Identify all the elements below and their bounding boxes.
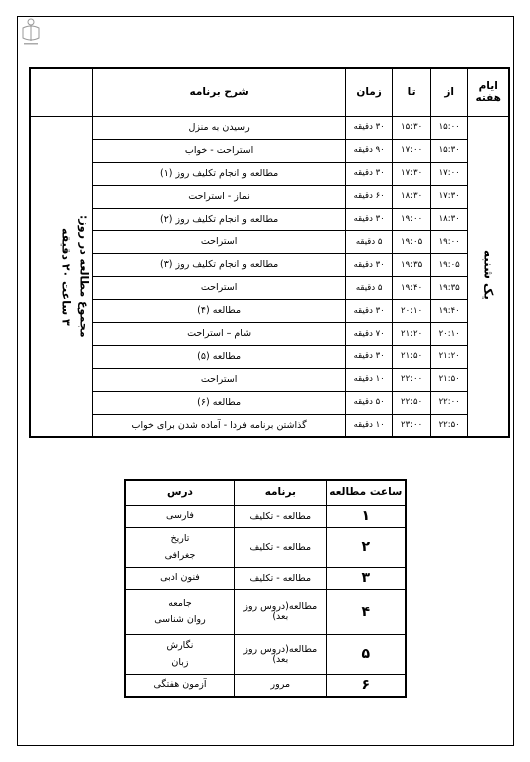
from-cell: ۱۹:۴۰ (430, 300, 468, 323)
from-cell: ۱۵:۰۰ (430, 117, 468, 140)
schedule-row (30, 368, 509, 391)
description-cell: مطالعه و انجام تکلیف روز (۱) (93, 162, 346, 185)
program-cell: مطالعه - تکلیف (234, 568, 326, 590)
to-cell: ۱۷:۰۰ (393, 139, 431, 162)
duration-cell: ۳۰ دقیقه (345, 208, 392, 231)
subject-line1: فارسی (166, 510, 194, 522)
from-cell: ۱۷:۳۰ (430, 185, 468, 208)
header-days: ایام هفته (468, 68, 509, 117)
subject-cell (125, 635, 234, 675)
subject-line1: جامعه (168, 597, 192, 609)
from-cell: ۱۹:۳۵ (430, 277, 468, 300)
schedule-row (30, 277, 509, 300)
from-cell: ۱۹:۰۵ (430, 254, 468, 277)
description-cell: نماز - استراحت (93, 185, 346, 208)
day-cell (468, 117, 509, 438)
header-subject: درس (125, 480, 234, 506)
program-cell: مطالعه(دروس روز بعد) (234, 635, 326, 675)
duration-cell: ۳۰ دقیقه (345, 300, 392, 323)
schedule-row (30, 231, 509, 254)
to-cell: ۲۲:۵۰ (393, 391, 431, 414)
from-cell: ۲۲:۵۰ (430, 414, 468, 437)
duration-cell: ۳۰ دقیقه (345, 162, 392, 185)
study-row (125, 568, 406, 590)
header-empty (30, 68, 93, 117)
schedule-row (30, 162, 509, 185)
subject-line1: تاریخ (170, 533, 190, 545)
subject-line1: فنون ادبی (160, 572, 200, 584)
duration-cell: ۵ دقیقه (345, 231, 392, 254)
program-cell: مطالعه(دروس روز بعد) (234, 590, 326, 635)
to-cell: ۱۹:۴۰ (393, 277, 431, 300)
description-cell: استراحت - خواب (93, 139, 346, 162)
study-row (125, 635, 406, 675)
description-cell: استراحت (93, 231, 346, 254)
to-cell: ۱۹:۰۵ (393, 231, 431, 254)
study-row (125, 675, 406, 697)
from-cell: ۲۱:۵۰ (430, 368, 468, 391)
header-from: از (430, 68, 468, 117)
description-cell: مطالعه (۵) (93, 345, 346, 368)
duration-cell: ۳۰ دقیقه (345, 345, 392, 368)
schedule-row (30, 345, 509, 368)
to-cell: ۲۳:۰۰ (393, 414, 431, 437)
total-label-line1: مجموع مطالعه در روز: (77, 215, 91, 339)
daily-schedule-table (29, 67, 510, 438)
header-study-hour: ساعت مطالعه (326, 480, 406, 506)
to-cell: ۱۵:۳۰ (393, 117, 431, 140)
from-cell: ۱۸:۳۰ (430, 208, 468, 231)
total-label-line2: ۳ ساعت ۲۰ دقیقه (59, 227, 73, 326)
duration-cell: ۳۰ دقیقه (345, 117, 392, 140)
header-to: تا (393, 68, 431, 117)
description-cell: مطالعه و انجام تکلیف روز (۳) (93, 254, 346, 277)
from-cell: ۲۲:۰۰ (430, 391, 468, 414)
study-hour-number: ۲ (326, 528, 406, 568)
to-cell: ۱۸:۳۰ (393, 185, 431, 208)
schedule-row (30, 323, 509, 346)
study-hour-number: ۵ (326, 635, 406, 675)
duration-cell: ۱۰ دقیقه (345, 368, 392, 391)
description-cell: مطالعه (۴) (93, 300, 346, 323)
study-hours-table (124, 479, 407, 698)
schedule-row (30, 117, 509, 140)
study-hour-number: ۴ (326, 590, 406, 635)
schedule-row (30, 300, 509, 323)
description-cell: رسیدن به منزل (93, 117, 346, 140)
schedule-row (30, 139, 509, 162)
header-description: شرح برنامه (93, 68, 346, 117)
study-hour-number: ۳ (326, 568, 406, 590)
from-cell: ۱۹:۰۰ (430, 231, 468, 254)
description-cell: مطالعه (۶) (93, 391, 346, 414)
schedule-row (30, 414, 509, 437)
study-hour-number: ۶ (326, 675, 406, 697)
header-program: برنامه (234, 480, 326, 506)
schedule-row (30, 254, 509, 277)
schedule-row (30, 208, 509, 231)
subject-cell (125, 590, 234, 635)
to-cell: ۲۱:۵۰ (393, 345, 431, 368)
subject-cell (125, 528, 234, 568)
to-cell: ۱۷:۳۰ (393, 162, 431, 185)
duration-cell: ۱۰ دقیقه (345, 414, 392, 437)
schedule-row (30, 185, 509, 208)
duration-cell: ۳۰ دقیقه (345, 254, 392, 277)
subject-cell (125, 568, 234, 590)
header-duration: زمان (345, 68, 392, 117)
study-row (125, 528, 406, 568)
subject-line1: نگارش (166, 640, 194, 652)
program-cell: مطالعه - تکلیف (234, 528, 326, 568)
description-cell: استراحت (93, 277, 346, 300)
subject-line2: روان شناسی (154, 614, 206, 625)
to-cell: ۲۱:۲۰ (393, 323, 431, 346)
description-cell: مطالعه و انجام تکلیف روز (۲) (93, 208, 346, 231)
study-hour-number: ۱ (326, 506, 406, 528)
description-cell: شام – استراحت (93, 323, 346, 346)
schedule-row (30, 391, 509, 414)
study-row (125, 590, 406, 635)
to-cell: ۱۹:۳۵ (393, 254, 431, 277)
total-cell (30, 117, 93, 438)
subject-line2: زبان (171, 656, 189, 668)
duration-cell: ۵۰ دقیقه (345, 391, 392, 414)
duration-cell: ۷۰ دقیقه (345, 323, 392, 346)
duration-cell: ۶۰ دقیقه (345, 185, 392, 208)
description-cell: استراحت (93, 368, 346, 391)
description-cell: گذاشتن برنامه فردا - آماده شدن برای خواب (93, 414, 346, 437)
to-cell: ۲۲:۰۰ (393, 368, 431, 391)
from-cell: ۲۰:۱۰ (430, 323, 468, 346)
to-cell: ۱۹:۰۰ (393, 208, 431, 231)
duration-cell: ۹۰ دقیقه (345, 139, 392, 162)
program-cell: مطالعه - تکلیف (234, 506, 326, 528)
program-cell: مرور (234, 675, 326, 697)
subject-cell (125, 506, 234, 528)
subject-cell (125, 675, 234, 697)
subject-line1: آزمون هفتگی (153, 679, 207, 691)
from-cell: ۱۷:۰۰ (430, 162, 468, 185)
from-cell: ۱۵:۳۰ (430, 139, 468, 162)
duration-cell: ۵ دقیقه (345, 277, 392, 300)
to-cell: ۲۰:۱۰ (393, 300, 431, 323)
logo-icon (20, 16, 42, 48)
subject-line2: جغرافی (164, 549, 196, 561)
day-label: یک شنبه (481, 250, 496, 301)
from-cell: ۲۱:۲۰ (430, 345, 468, 368)
study-row (125, 506, 406, 528)
